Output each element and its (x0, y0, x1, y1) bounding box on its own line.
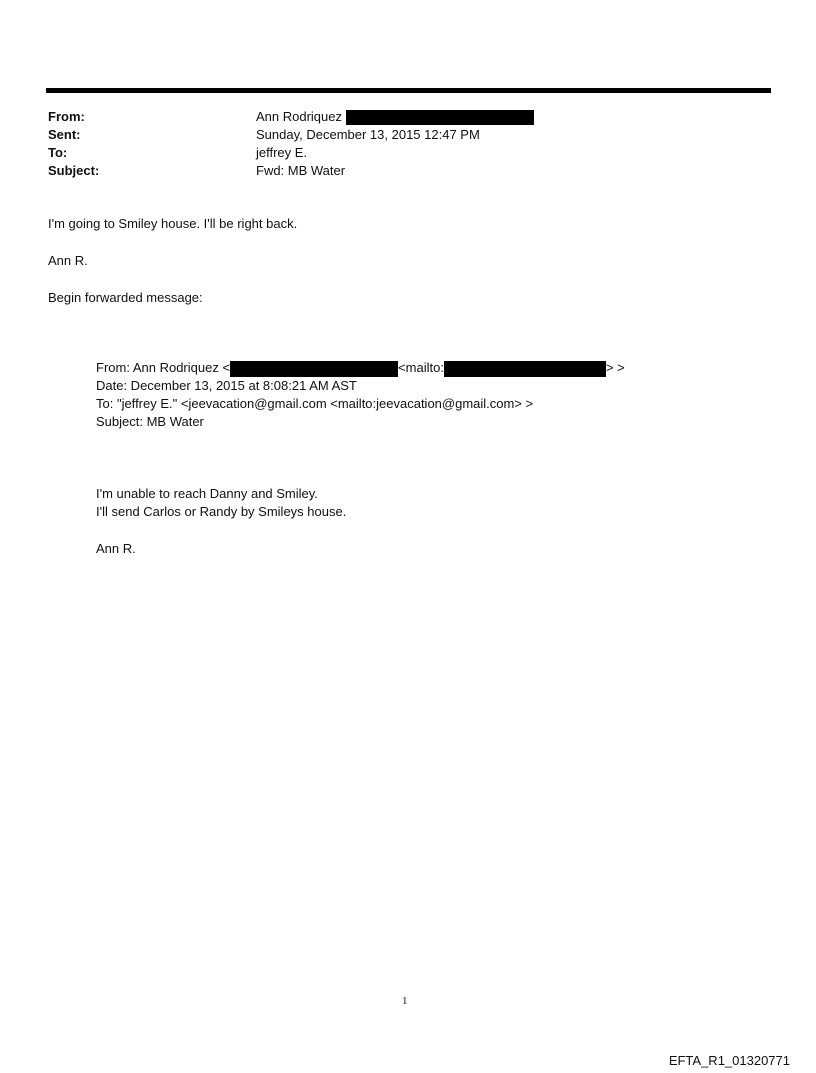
forwarded-mailto: <mailto: (398, 360, 444, 375)
subject-label: Subject: (48, 163, 100, 178)
forwarded-from-line (96, 359, 625, 377)
to-value: jeffrey E. (256, 145, 308, 160)
page-number: 1 (402, 995, 408, 1007)
forwarded-from-prefix: From: Ann Rodriquez < (96, 360, 231, 375)
forwarded-from-suffix: > > (605, 360, 625, 375)
sent-value: Sunday, December 13, 2015 12:47 PM (256, 127, 480, 142)
forwarded-to-line: To: "jeffrey E." <jeevacation@gmail.com <mailto:jeevacation@gmail.com> > (96, 396, 534, 411)
body-line: I'm going to Smiley house. I'll be right back. (48, 216, 298, 231)
redaction-block (444, 361, 606, 377)
document-id: EFTA_R1_01320771 (668, 1053, 790, 1068)
forwarded-date-line: Date: December 13, 2015 at 8:08:21 AM AST (96, 378, 357, 393)
forward-intro: Begin forwarded message: (48, 290, 203, 305)
redaction-block (230, 361, 398, 377)
redaction-block (346, 110, 534, 125)
signature: Ann R. (48, 253, 88, 268)
forwarded-body-line: I'm unable to reach Danny and Smiley. (96, 486, 318, 501)
subject-value: Fwd: MB Water (256, 163, 346, 178)
sent-label: Sent: (48, 127, 81, 142)
forwarded-subject-line: Subject: MB Water (96, 414, 204, 429)
header-rule (46, 88, 771, 93)
to-label: To: (48, 145, 68, 160)
forwarded-body-line: I'll send Carlos or Randy by Smileys house. (96, 504, 347, 519)
from-value (256, 108, 534, 126)
forwarded-signature: Ann R. (96, 541, 136, 556)
from-name: Ann Rodriquez (256, 109, 342, 124)
from-label: From: (48, 109, 85, 124)
